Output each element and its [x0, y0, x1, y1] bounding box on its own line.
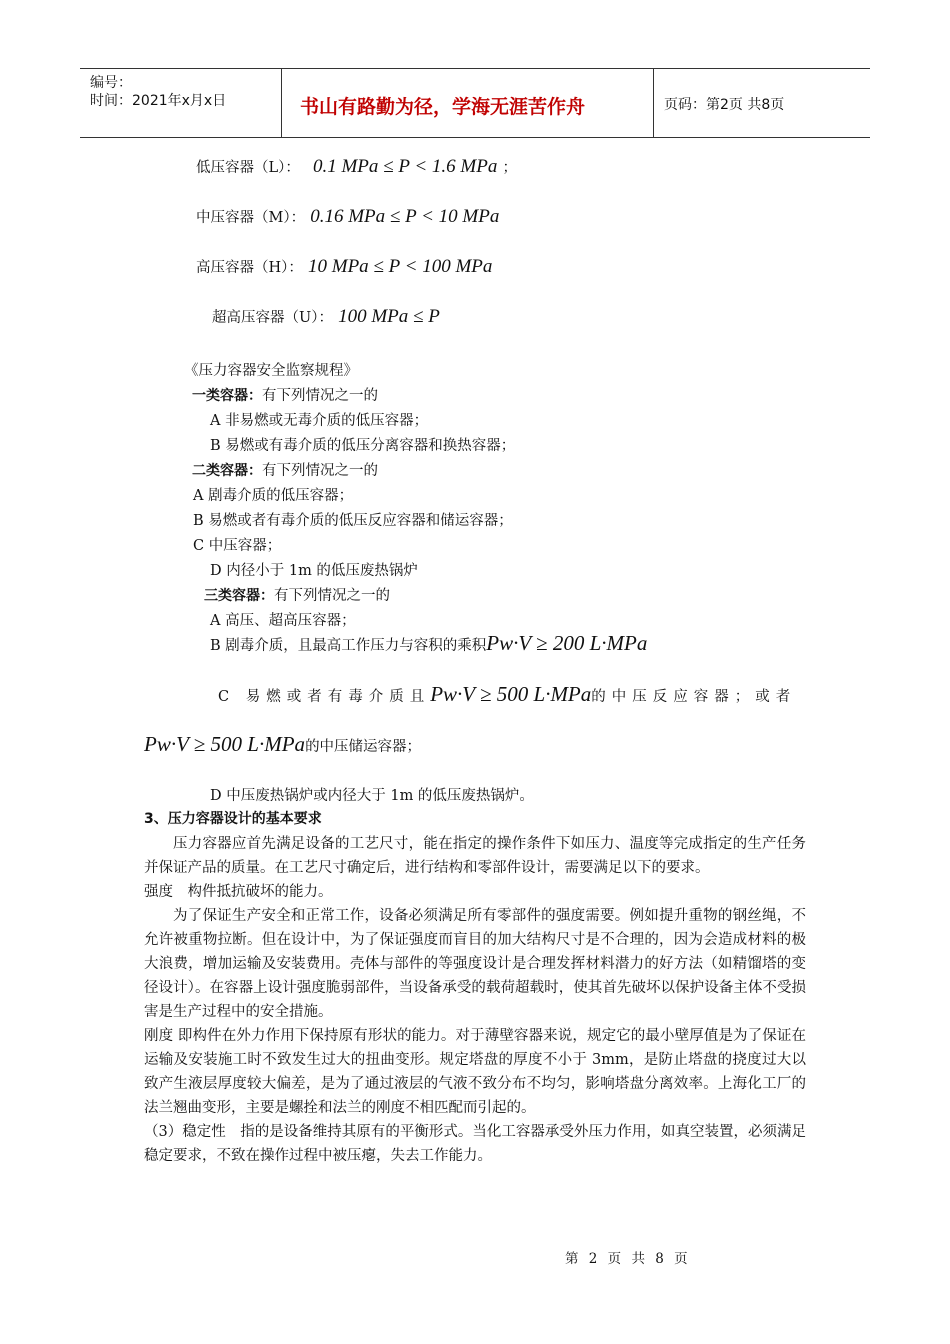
header-divider	[653, 69, 654, 137]
page-footer: 第 2 页 共 8 页	[565, 1251, 691, 1267]
strength-paragraph: 为了保证生产安全和正常工作，设备必须满足所有零部件的强度需要。例如提升重物的钢丝绳，不允许被重物拉断。但在设计中，为了保证强度而盲目的加大结构尺寸是不合理的，因为会造成材料的极大浪费，增加运输及安装费用。壳体与部件的等强度设计是合理发挥材料潜力的好方法（如精馏塔的变径设计）。在容器上设计强度脆弱部件，当设备承受的载荷超载时，使其首先破坏以保护设备主体不受损害是生产过程中的安全措施。	[144, 908, 806, 1020]
pressure-class-row	[196, 156, 517, 178]
class3-title: 三类容器：	[204, 588, 274, 604]
class3-item-c-formula: Pw·V ≥ 500 L·MPa	[430, 682, 592, 706]
pressure-class-row	[212, 306, 440, 328]
section-body	[144, 832, 806, 1168]
pressure-class-formula: 100 MPa ≤ P	[338, 306, 440, 327]
class2-title: 二类容器：	[192, 463, 262, 479]
header-divider	[281, 69, 282, 137]
class3-item-b-text: B 剧毒介质，且最高工作压力与容积的乘积	[210, 638, 487, 654]
class1-item: B 易燃或有毒介质的低压分离容器和换热容器；	[210, 438, 516, 454]
header-number: 编号：	[90, 75, 132, 91]
intro-paragraph: 压力容器应首先满足设备的工艺尺寸，能在指定的操作条件下如压力、温度等完成指定的生产任务并保证产品的质量。在工艺尺寸确定后，进行结构和零部件设计，需要满足以下的要求。	[144, 836, 806, 876]
class3-desc: 有下列情况之一的	[274, 588, 390, 604]
class3-item-c-post: 的中压储运容器；	[305, 739, 422, 755]
class1-heading	[192, 384, 378, 405]
pressure-class-label: 中压容器（M）：	[196, 210, 306, 226]
pressure-class-label: 超高压容器（U）：	[212, 310, 333, 326]
pressure-class-formula: 0.16 MPa ≤ P < 10 MPa	[310, 206, 500, 227]
class3-heading	[204, 584, 390, 605]
class2-heading	[192, 459, 378, 480]
class2-item: C 中压容器；	[193, 538, 282, 554]
class3-item-c-continued	[144, 732, 421, 757]
pressure-class-label: 高压容器（H）：	[196, 260, 303, 276]
class3-item-c	[218, 682, 796, 707]
pressure-class-row	[196, 206, 499, 228]
class2-item: D 内径小于 1m 的低压废热锅炉	[210, 563, 418, 579]
pressure-class-formula: 10 MPa ≤ P < 100 MPa	[308, 256, 493, 277]
regulation-title: 《压力容器安全监察规程》	[184, 363, 358, 379]
class3-item-b-formula: Pw·V ≥ 200 L·MPa	[486, 631, 648, 655]
stability-paragraph: （3）稳定性 指的是设备维持其原有的平衡形式。当化工容器承受外压力作用，如真空装置，必须满足稳定要求，不致在操作过程中被压瘪，失去工作能力。	[144, 1124, 806, 1164]
class1-desc: 有下列情况之一的	[262, 388, 378, 404]
class3-item-c-mid: 的中压反应容器；或者	[591, 689, 797, 705]
class3-item-b	[210, 631, 647, 656]
header-page-number: 页码：第2页 共8页	[664, 97, 785, 113]
class3-item-c-pre: C 易燃或者有毒介质且	[218, 689, 431, 705]
class2-desc: 有下列情况之一的	[262, 463, 378, 479]
class3-item-d: D 中压废热锅炉或内径大于 1m 的低压废热锅炉。	[210, 788, 534, 804]
header-time: 时间：2021年x月x日	[90, 93, 227, 109]
pressure-class-suffix: ；	[502, 160, 517, 176]
pressure-class-row	[196, 256, 492, 278]
header-motto: 书山有路勤为径，学海无涯苦作舟	[300, 96, 586, 118]
class1-title: 一类容器：	[192, 388, 262, 404]
strength-definition: 强度 构件抵抗破坏的能力。	[144, 884, 333, 900]
class3-item-c-formula: Pw·V ≥ 500 L·MPa	[144, 732, 306, 756]
pressure-class-formula: 0.1 MPa ≤ P < 1.6 MPa	[312, 156, 498, 177]
class2-item: A 剧毒介质的低压容器；	[193, 488, 354, 504]
class2-item: B 易燃或者有毒介质的低压反应容器和储运容器；	[193, 513, 513, 529]
stiffness-paragraph: 刚度 即构件在外力作用下保持原有形状的能力。对于薄壁容器来说，规定它的最小壁厚值是为了保证在运输及安装施工时不致发生过大的扭曲变形。规定塔盘的厚度不小于 3mm，是防止塔盘的挠度过大以致产生液层厚度较大偏差，是为了通过液层的气液不致分布不均匀，影响塔盘分离效率。上海化工厂的法兰翘曲变形，主要是螺拴和法兰的刚度不相匹配而引起的。	[144, 1028, 806, 1116]
pressure-class-label: 低压容器（L）：	[196, 160, 300, 176]
class3-item-a: A 高压、超高压容器；	[210, 613, 356, 629]
class1-item: A 非易燃或无毒介质的低压容器；	[210, 413, 429, 429]
section-heading: 3、压力容器设计的基本要求	[144, 811, 322, 827]
